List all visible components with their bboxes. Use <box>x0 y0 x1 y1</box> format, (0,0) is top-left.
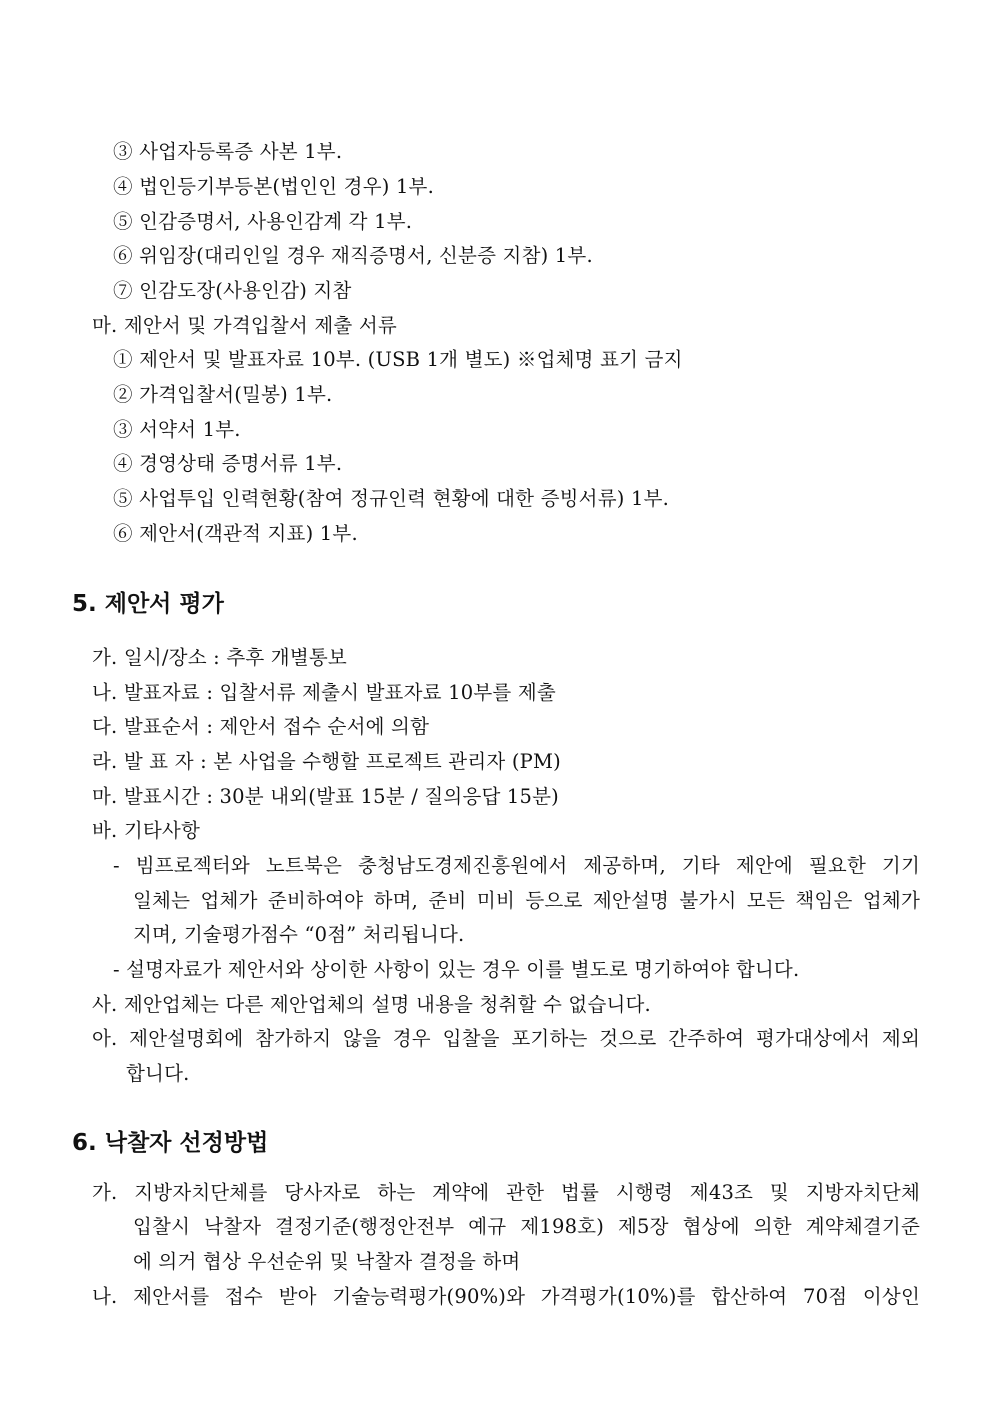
list-item: 사. 제안업체는 다른 제안업체의 설명 내용을 청취할 수 없습니다. <box>92 993 651 1016</box>
list-item: 라. 발 표 자 : 본 사업을 수행할 프로젝트 관리자 (PM) <box>92 750 561 773</box>
bullet-line: - 빔프로젝터와 노트북은 충청남도경제진흥원에서 제공하며, 기타 제안에 필요한 기기 <box>113 854 920 877</box>
bullet-line: - 설명자료가 제안서와 상이한 사항이 있는 경우 이를 별도로 명기하여야 합니다. <box>113 958 800 981</box>
list-item: ⑦ 인감도장(사용인감) 지참 <box>113 279 352 302</box>
list-item: ① 제안서 및 발표자료 10부. (USB 1개 별도) ※업체명 표기 금지 <box>113 348 683 371</box>
section-title: 5. 제안서 평가 <box>72 591 224 617</box>
list-item: ⑥ 위임장(대리인일 경우 재직증명서, 신분증 지참) 1부. <box>113 244 593 267</box>
list-item: ⑤ 사업투입 인력현황(참여 정규인력 현황에 대한 증빙서류) 1부. <box>113 487 669 510</box>
list-item: ⑥ 제안서(객관적 지표) 1부. <box>113 522 358 545</box>
bullet-line: 일체는 업체가 준비하여야 하며, 준비 미비 등으로 제안설명 불가시 모든 책임은 업체가 <box>133 889 920 912</box>
list-item: ② 가격입찰서(밀봉) 1부. <box>113 383 333 406</box>
list-item: ④ 경영상태 증명서류 1부. <box>113 452 343 475</box>
list-item: 가. 일시/장소 : 추후 개별통보 <box>92 646 347 669</box>
bullet-line: 지며, 기술평가점수 “0점” 처리됩니다. <box>133 923 465 946</box>
list-item-continuation: 입찰시 낙찰자 결정기준(행정안전부 예규 제198호) 제5장 협상에 의한 계약체결기준 <box>133 1215 920 1238</box>
list-item: ⑤ 인감증명서, 사용인감계 각 1부. <box>113 210 413 233</box>
list-item: ③ 서약서 1부. <box>113 418 241 441</box>
list-item-continuation: 에 의거 협상 우선순위 및 낙찰자 결정을 하며 <box>133 1250 521 1273</box>
list-item: ③ 사업자등록증 사본 1부. <box>113 140 343 163</box>
list-item: 가. 지방자치단체를 당사자로 하는 계약에 관한 법률 시행령 제43조 및 지방자치단체 <box>92 1181 920 1204</box>
list-item: 바. 기타사항 <box>92 819 200 842</box>
list-item: 나. 제안서를 접수 받아 기술능력평가(90%)와 가격평가(10%)를 합산하여 70점 이상인 <box>92 1285 920 1308</box>
list-item: 다. 발표순서 : 제안서 접수 순서에 의함 <box>92 715 430 738</box>
list-item: 나. 발표자료 : 입찰서류 제출시 발표자료 10부를 제출 <box>92 681 556 704</box>
subsection-heading: 마. 제안서 및 가격입찰서 제출 서류 <box>92 314 397 337</box>
section-title: 6. 낙찰자 선정방법 <box>72 1130 269 1156</box>
list-item: 아. 제안설명회에 참가하지 않을 경우 입찰을 포기하는 것으로 간주하여 평가대상에서 제외 <box>92 1027 920 1050</box>
list-item: 마. 발표시간 : 30분 내외(발표 15분 / 질의응답 15분) <box>92 785 559 808</box>
list-item-continuation: 합니다. <box>126 1062 190 1085</box>
list-item: ④ 법인등기부등본(법인인 경우) 1부. <box>113 175 434 198</box>
